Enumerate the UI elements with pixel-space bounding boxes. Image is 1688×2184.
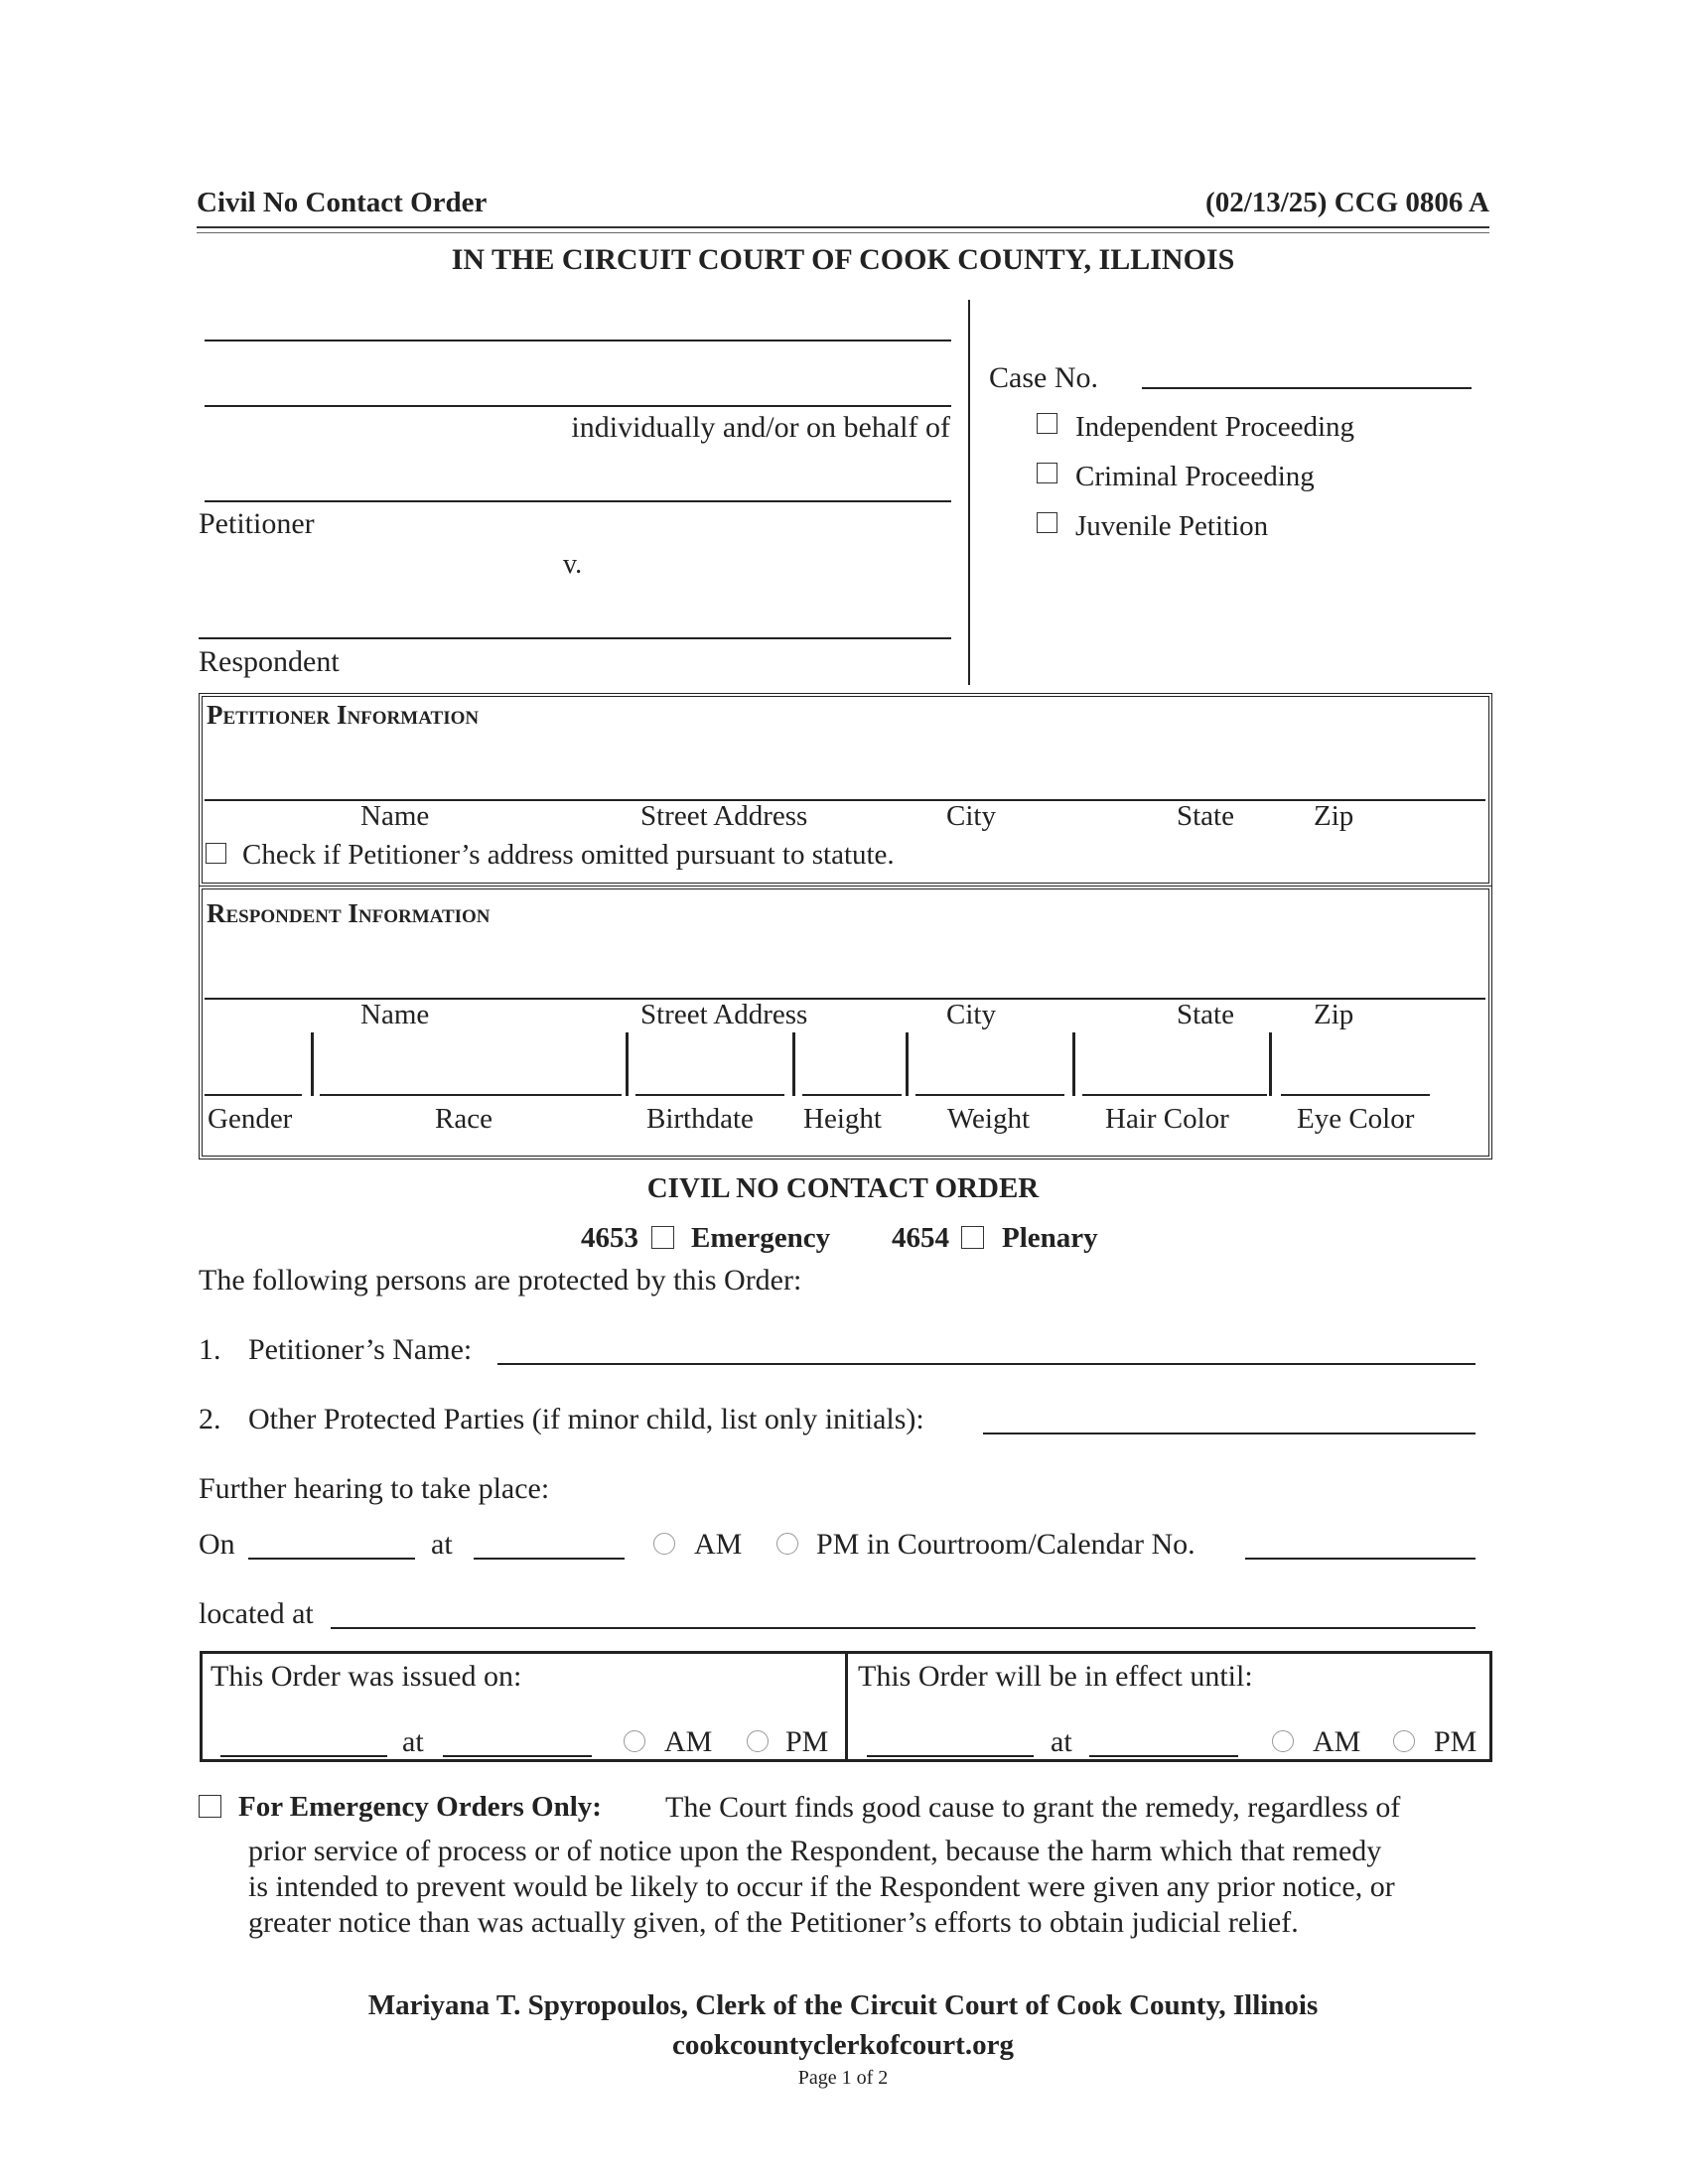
attr-divider-5 xyxy=(1072,1032,1075,1096)
case-no-field[interactable] xyxy=(1142,387,1472,389)
petitioner-col-zip: Zip xyxy=(1314,800,1354,832)
emergency-text-line4: greater notice than was actually given, of the Petitioner’s efforts to obtain judicial relief. xyxy=(248,1906,1299,1939)
effect-at-label: at xyxy=(1051,1725,1072,1758)
hearing-am-label: AM xyxy=(694,1528,743,1561)
hearing-at-label: at xyxy=(431,1528,453,1561)
behalf-label: individually and/or on behalf of xyxy=(571,411,950,444)
attr-race: Race xyxy=(435,1103,492,1135)
attr-divider-3 xyxy=(792,1032,795,1096)
effect-pm-label: PM xyxy=(1434,1725,1477,1758)
header-rule-2 xyxy=(197,232,1489,233)
attr-weight: Weight xyxy=(947,1103,1031,1135)
hearing-time-field[interactable] xyxy=(474,1558,625,1560)
issued-pm-label: PM xyxy=(785,1725,829,1758)
clerk-name: Mariyana T. Spyropoulos, Clerk of the Circuit Court of Cook County, Illinois xyxy=(367,1989,1319,2021)
juvenile-petition-label: Juvenile Petition xyxy=(1075,510,1269,542)
issued-at-label: at xyxy=(402,1725,424,1758)
juvenile-petition-checkbox[interactable] xyxy=(1037,512,1057,533)
attr-divider-6 xyxy=(1269,1032,1272,1096)
hearing-date-field[interactable] xyxy=(248,1558,415,1560)
dates-divider xyxy=(845,1651,848,1762)
item1-label: Petitioner’s Name: xyxy=(248,1333,473,1366)
respondent-line[interactable] xyxy=(199,637,951,639)
petitioner-line[interactable] xyxy=(205,500,951,502)
independent-proceeding-label: Independent Proceeding xyxy=(1075,411,1355,443)
emergency-text-line1: The Court finds good cause to grant the remedy, regardless of xyxy=(665,1791,1401,1824)
criminal-proceeding-checkbox[interactable] xyxy=(1037,463,1057,483)
location-field[interactable] xyxy=(331,1627,1476,1629)
emergency-only-checkbox[interactable] xyxy=(199,1795,221,1818)
petitioner-name-field[interactable] xyxy=(497,1363,1476,1365)
emergency-checkbox[interactable] xyxy=(651,1226,674,1249)
gender-field[interactable] xyxy=(205,1094,302,1096)
caption-divider xyxy=(968,300,970,685)
other-parties-field[interactable] xyxy=(983,1433,1476,1434)
birthdate-field[interactable] xyxy=(635,1094,784,1096)
hearing-pm-radio[interactable] xyxy=(776,1533,798,1555)
respondent-col-street: Street Address xyxy=(640,999,808,1030)
attr-hair-color: Hair Color xyxy=(1105,1103,1229,1135)
issued-label: This Order was issued on: xyxy=(211,1660,522,1693)
height-field[interactable] xyxy=(802,1094,902,1096)
respondent-col-state: State xyxy=(1177,999,1234,1030)
petitioner-col-name: Name xyxy=(360,800,430,832)
effect-am-label: AM xyxy=(1313,1725,1361,1758)
attr-height: Height xyxy=(803,1103,882,1135)
criminal-proceeding-label: Criminal Proceeding xyxy=(1075,461,1315,492)
order-title: CIVIL NO CONTACT ORDER xyxy=(646,1172,1040,1204)
emergency-code: 4653 xyxy=(581,1222,638,1254)
attr-gender: Gender xyxy=(208,1103,293,1135)
issued-date-field[interactable] xyxy=(220,1755,387,1757)
plenary-checkbox[interactable] xyxy=(961,1226,984,1249)
petitioner-label: Petitioner xyxy=(199,507,315,540)
plenary-code: 4654 xyxy=(892,1222,949,1254)
respondent-label: Respondent xyxy=(199,645,340,678)
issued-am-radio[interactable] xyxy=(624,1730,645,1752)
page-number: Page 1 of 2 xyxy=(797,2067,889,2089)
effect-am-radio[interactable] xyxy=(1272,1730,1294,1752)
omit-address-checkbox[interactable] xyxy=(206,843,226,864)
petitioner-col-city: City xyxy=(946,800,996,832)
effect-time-field[interactable] xyxy=(1089,1755,1238,1757)
eye-color-field[interactable] xyxy=(1281,1094,1430,1096)
issued-pm-radio[interactable] xyxy=(747,1730,769,1752)
respondent-col-city: City xyxy=(946,999,996,1030)
form-title: Civil No Contact Order xyxy=(197,187,488,218)
header-rule xyxy=(197,226,1489,228)
case-no-label: Case No. xyxy=(989,361,1098,394)
party-line-2[interactable] xyxy=(205,405,951,407)
effect-label: This Order will be in effect until: xyxy=(858,1660,1253,1693)
attr-divider-2 xyxy=(626,1032,629,1096)
petitioner-col-state: State xyxy=(1177,800,1234,832)
court-title: IN THE CIRCUIT COURT OF COOK COUNTY, ILLINOIS xyxy=(451,243,1235,276)
located-label: located at xyxy=(199,1597,314,1630)
form-code: (02/13/25) CCG 0806 A xyxy=(1205,187,1489,218)
issued-time-field[interactable] xyxy=(443,1755,592,1757)
hair-color-field[interactable] xyxy=(1082,1094,1267,1096)
clerk-website[interactable]: cookcountyclerkofcourt.org xyxy=(672,2029,1014,2061)
effect-date-field[interactable] xyxy=(867,1755,1034,1757)
hearing-pm-courtroom-label: PM in Courtroom/Calendar No. xyxy=(816,1528,1196,1561)
respondent-info-title: Respondent Information xyxy=(207,898,491,928)
attr-eye-color: Eye Color xyxy=(1297,1103,1415,1135)
respondent-col-name: Name xyxy=(360,999,430,1030)
race-field[interactable] xyxy=(320,1094,622,1096)
plenary-label: Plenary xyxy=(1002,1222,1098,1254)
emergency-only-label: For Emergency Orders Only: xyxy=(238,1791,602,1823)
attr-birthdate: Birthdate xyxy=(646,1103,754,1135)
independent-proceeding-checkbox[interactable] xyxy=(1037,413,1057,434)
omit-address-label: Check if Petitioner’s address omitted pursuant to statute. xyxy=(242,839,895,871)
weight-field[interactable] xyxy=(915,1094,1064,1096)
hearing-intro: Further hearing to take place: xyxy=(199,1472,550,1505)
petitioner-col-street: Street Address xyxy=(640,800,808,832)
item2-number: 2. xyxy=(199,1403,221,1435)
item2-label: Other Protected Parties (if minor child, list only initials): xyxy=(248,1403,924,1435)
attr-divider-4 xyxy=(906,1032,909,1096)
party-line-1[interactable] xyxy=(205,340,951,341)
hearing-on-label: On xyxy=(199,1528,235,1561)
protected-intro: The following persons are protected by this Order: xyxy=(199,1264,802,1297)
issued-am-label: AM xyxy=(664,1725,713,1758)
attr-divider-1 xyxy=(311,1032,314,1096)
hearing-am-radio[interactable] xyxy=(653,1533,675,1555)
respondent-col-zip: Zip xyxy=(1314,999,1354,1030)
emergency-text-line3: is intended to prevent would be likely to occur if the Respondent were given any prior notice, or xyxy=(248,1870,1395,1903)
petitioner-info-title: Petitioner Information xyxy=(207,700,480,730)
versus-label: v. xyxy=(563,549,583,580)
effect-pm-radio[interactable] xyxy=(1393,1730,1415,1752)
courtroom-field[interactable] xyxy=(1245,1558,1476,1560)
emergency-label: Emergency xyxy=(691,1222,831,1254)
item1-number: 1. xyxy=(199,1333,221,1366)
emergency-text-line2: prior service of process or of notice upon the Respondent, because the harm which that remedy xyxy=(248,1835,1382,1867)
